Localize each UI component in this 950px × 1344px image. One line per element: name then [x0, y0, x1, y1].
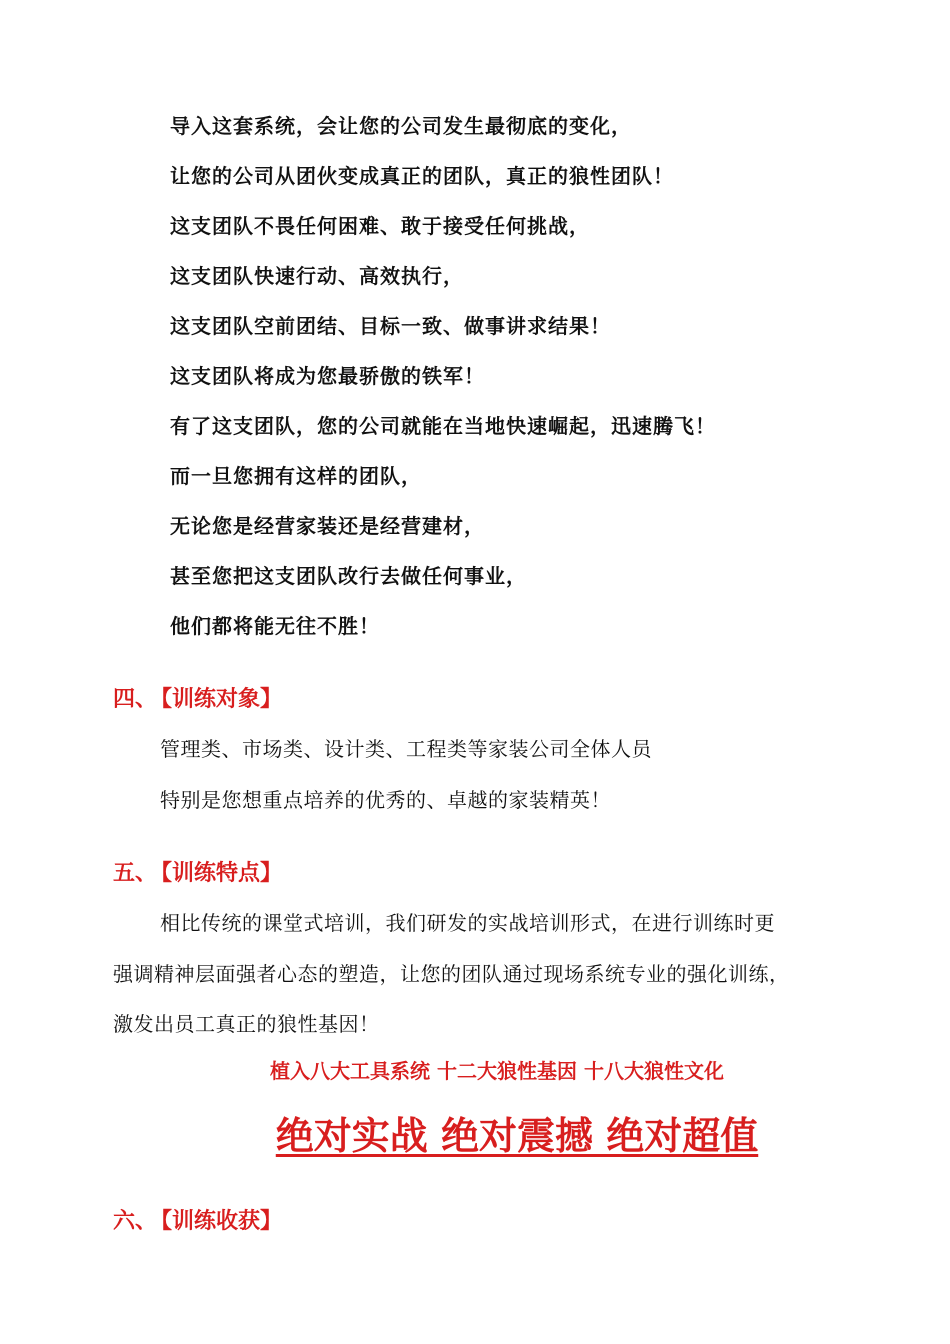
section-5-number: 五、: [113, 861, 158, 886]
section-4-line: 特别是您想重点培养的优秀的、卓越的家装精英！: [160, 788, 611, 812]
section-6-heading: [113, 1209, 282, 1235]
section-5-title: 【训练特点】: [161, 861, 283, 886]
section-6-number: 六、: [113, 1209, 158, 1234]
section-5-paragraph-line: 激发出员工真正的狼性基因！: [113, 1012, 380, 1036]
intro-line: 而一旦您拥有这样的团队，: [170, 464, 422, 488]
tagline-systems: 植入八大工具系统 十二大狼性基因 十八大狼性文化: [270, 1059, 724, 1083]
intro-line: 这支团队将成为您最骄傲的铁军！: [170, 364, 485, 388]
section-6-title: 【训练收获】: [161, 1209, 283, 1234]
intro-line: 甚至您把这支团队改行去做任何事业，: [170, 564, 527, 588]
intro-line: 导入这套系统，会让您的公司发生最彻底的变化，: [170, 114, 632, 138]
section-5-paragraph-line: 相比传统的课堂式培训，我们研发的实战培训形式，在进行训练时更: [160, 911, 775, 935]
intro-line: 有了这支团队，您的公司就能在当地快速崛起，迅速腾飞！: [170, 414, 716, 438]
intro-line: 这支团队不畏任何困难、敢于接受任何挑战，: [170, 214, 590, 238]
section-4-heading: [113, 687, 282, 713]
section-5-heading: [113, 861, 282, 887]
section-4-line: 管理类、市场类、设计类、工程类等家装公司全体人员: [160, 737, 652, 761]
section-5-paragraph-line: 强调精神层面强者心态的塑造，让您的团队通过现场系统专业的强化训练，: [113, 962, 790, 986]
intro-line: 无论您是经营家装还是经营建材，: [170, 514, 485, 538]
section-4-title: 【训练对象】: [161, 687, 283, 712]
tagline-slogan: [42, 1112, 950, 1160]
intro-line: 这支团队快速行动、高效执行，: [170, 264, 464, 288]
tagline-slogan-text: 绝对实战 绝对震撼 绝对超值: [275, 1114, 759, 1158]
section-4-number: 四、: [113, 687, 158, 712]
intro-line: 让您的公司从团伙变成真正的团队，真正的狼性团队！: [170, 164, 674, 188]
intro-line: 这支团队空前团结、目标一致、做事讲求结果！: [170, 314, 611, 338]
intro-line: 他们都将能无往不胜！: [170, 614, 380, 638]
